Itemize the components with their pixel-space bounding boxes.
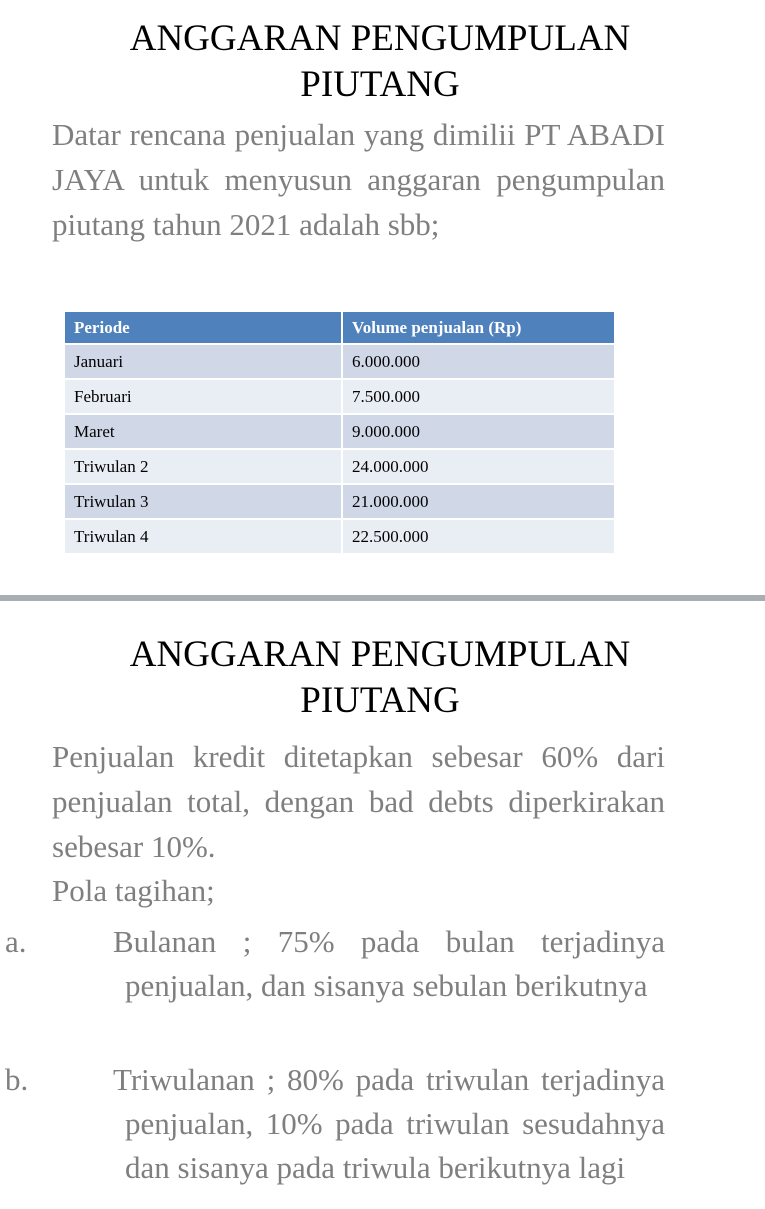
slide-2	[0, 601, 765, 1209]
cell-volume: 9.000.000	[343, 415, 614, 448]
table-row	[65, 380, 614, 413]
list-marker: b.	[5, 1062, 29, 1097]
cell-period: Februari	[65, 380, 341, 413]
table-row	[65, 450, 614, 483]
header-periode: Periode	[65, 312, 341, 343]
slide-title: ANGGARAN PENGUMPULAN PIUTANG	[129, 18, 631, 105]
slide-subheading: Pola tagihan;	[52, 873, 215, 908]
list-marker: a.	[5, 924, 27, 959]
cell-volume: 6.000.000	[343, 345, 614, 378]
slide-paragraph: Penjualan kredit ditetapkan sebesar 60% dari penjualan total, dengan bad debts diperkirakan sebesar 10%.	[52, 739, 665, 864]
list-text: Bulanan ; 75% pada bulan terjadinya penjualan, dan sisanya sebulan berikutnya	[113, 924, 665, 1003]
cell-period: Triwulan 4	[65, 520, 341, 553]
table-row	[65, 345, 614, 378]
header-volume: Volume penjualan (Rp)	[343, 312, 614, 343]
cell-period: Triwulan 3	[65, 485, 341, 518]
sales-table	[63, 310, 616, 555]
cell-period: Januari	[65, 345, 341, 378]
cell-volume: 21.000.000	[343, 485, 614, 518]
cell-volume: 24.000.000	[343, 450, 614, 483]
slide-paragraph: Datar rencana penjualan yang dimilii PT ABADI JAYA untuk menyusun anggaran pengumpulan piutang tahun 2021 adalah sbb;	[52, 117, 665, 242]
cell-period: Triwulan 2	[65, 450, 341, 483]
table-row	[65, 415, 614, 448]
slide-title: ANGGARAN PENGUMPULAN PIUTANG	[129, 634, 631, 721]
table-row	[65, 485, 614, 518]
list-text: Triwulanan ; 80% pada triwulan terjadinya penjualan, 10% pada triwulan sesudahnya dan sisanya pada triwula berikutnya lagi	[113, 1062, 665, 1185]
slide-1	[0, 0, 765, 595]
cell-volume: 22.500.000	[343, 520, 614, 553]
table-header-row	[65, 312, 614, 343]
cell-period: Maret	[65, 415, 341, 448]
table-row	[65, 520, 614, 553]
cell-volume: 7.500.000	[343, 380, 614, 413]
